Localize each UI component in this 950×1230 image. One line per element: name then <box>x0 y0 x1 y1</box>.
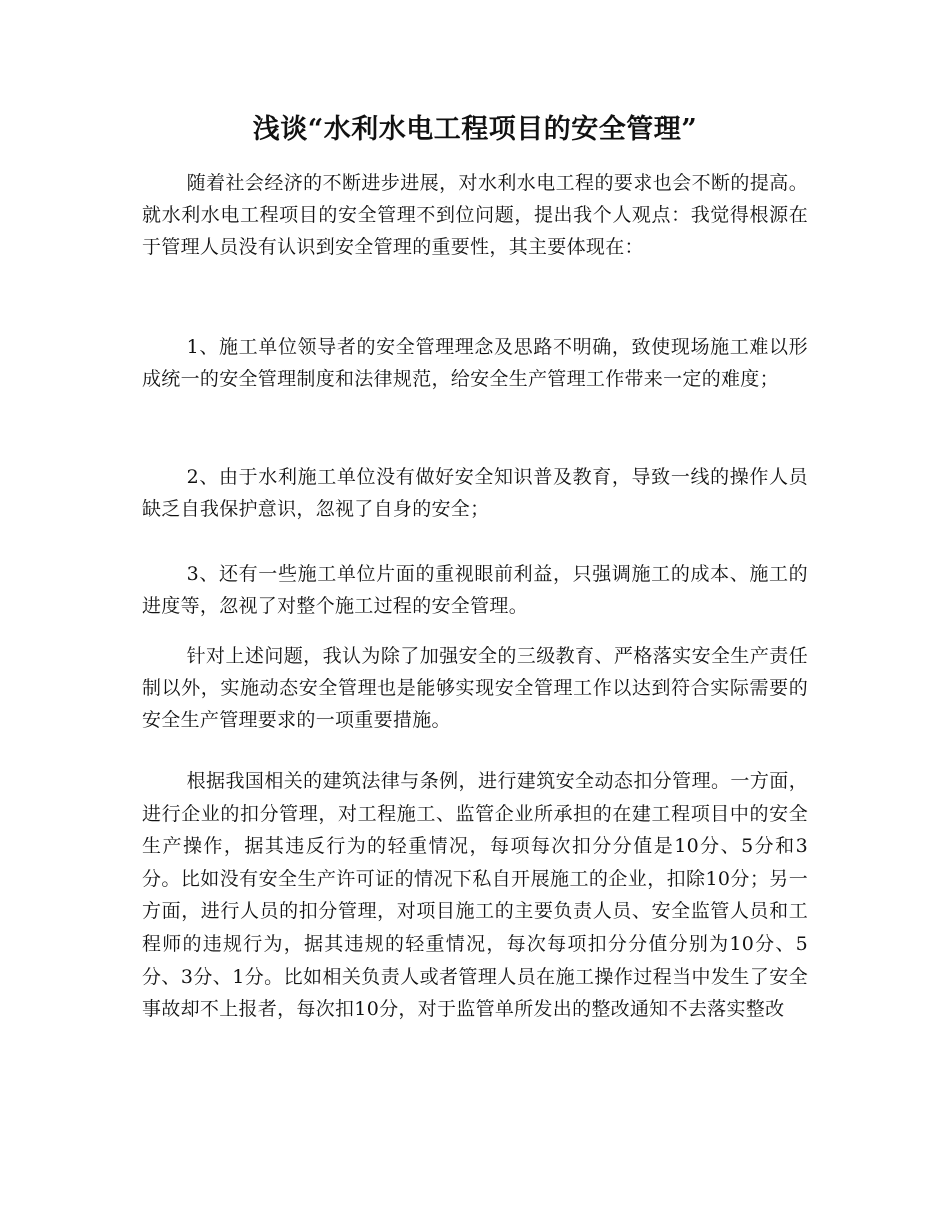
paragraph-point-1: 1、施工单位领导者的安全管理理念及思路不明确，致使现场施工难以形成统一的安全管理制度和法律规范，给安全生产管理工作带来一定的难度； <box>142 336 808 390</box>
paragraph-intro: 随着社会经济的不断进步进展，对水利水电工程的要求也会不断的提高。就水利水电工程项目的安全管理不到位问题，提出我个人观点：我觉得根源在于管理人员没有认识到安全管理的重要性，其主要体现在： <box>142 172 808 258</box>
paragraph-point-2: 2、由于水利施工单位没有做好安全知识普及教育，导致一线的操作人员缺乏自我保护意识，忽视了自身的安全； <box>142 466 808 520</box>
paragraph-point-3: 3、还有一些施工单位片面的重视眼前利益，只强调施工的成本、施工的进度等，忽视了对整个施工过程的安全管理。 <box>142 563 808 617</box>
paragraph-deduction-management: 根据我国相关的建筑法律与条例，进行建筑安全动态扣分管理。一方面，进行企业的扣分管理，对工程施工、监管企业所承担的在建工程项目中的安全生产操作，据其违反行为的轻重情况，每项每次扣分分值是10分、5分和3分。比如没有安全生产许可证的情况下私自开展施工的企业，扣除10分；另一方面，进行人员的扣分管理，对项目施工的主要负责人员、安全监管人员和工程师的违规行为，据其违规的轻重情况，每次每项扣分分值分别为10分、5分、3分、1分。比如相关负责人或者管理人员在施工操作过程当中发生了安全事故却不上报者，每次扣10分，对于监管单所发出的整改通知不去落实整改 <box>142 770 808 1021</box>
paragraph-measures: 针对上述问题，我认为除了加强安全的三级教育、严格落实安全生产责任制以外，实施动态安全管理也是能够实现安全管理工作以达到符合实际需要的安全生产管理要求的一项重要措施。 <box>142 645 808 731</box>
document-title: 浅谈“水利水电工程项目的安全管理” <box>252 114 698 145</box>
